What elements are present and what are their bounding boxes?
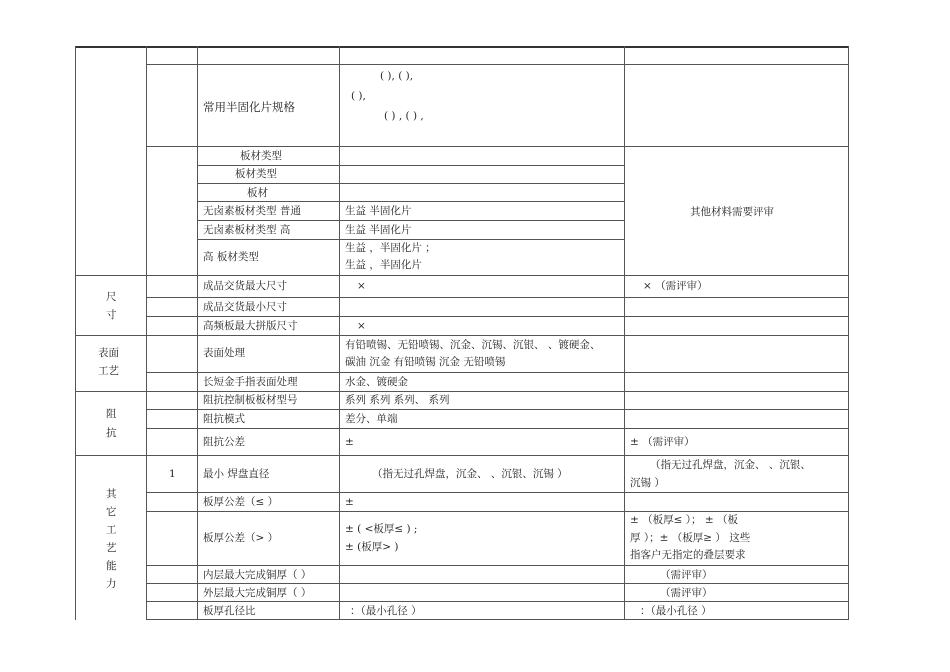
row-divider bbox=[75, 455, 849, 456]
row-divider bbox=[75, 391, 849, 392]
halogen-normal-value: 生益 半固化片 bbox=[345, 205, 412, 217]
hf-panel-label: 高频板最大拼版尺寸 bbox=[203, 320, 298, 332]
row-number: 1 bbox=[169, 468, 176, 480]
row-divider bbox=[146, 409, 849, 410]
surface-value-line2: 碳油 沉金 有铅喷锡 沉金 无铅喷锡 bbox=[345, 356, 506, 368]
halogen-high-label: 无卤素板材类型 高 bbox=[203, 224, 291, 236]
halogen-high-value: 生益 半固化片 bbox=[345, 224, 412, 236]
thickness-tolerance-gt-note-line3: 指客户无指定的叠层要求 bbox=[630, 549, 746, 561]
row-divider bbox=[197, 165, 624, 166]
prepreg-value-line2: ( ), bbox=[351, 90, 366, 102]
row-divider bbox=[146, 565, 849, 566]
thickness-tolerance-gt-label: 板厚公差（> ） bbox=[203, 532, 279, 544]
surface-group-label: 工艺 bbox=[98, 365, 119, 377]
impedance-mode-label: 阻抗模式 bbox=[203, 413, 245, 425]
aspect-ratio-value: ：（最小孔径 ） bbox=[350, 605, 422, 617]
prepreg-value-line1: ( ), ( ), bbox=[380, 70, 414, 82]
impedance-tolerance-label: 阻抗公差 bbox=[203, 436, 245, 448]
hf-panel-value: × bbox=[357, 320, 366, 332]
impedance-tolerance-note: ± （需评审） bbox=[630, 436, 695, 448]
outer-copper-note: （需评审） bbox=[660, 587, 713, 599]
min-pad-note-line2: 沉锡 ） bbox=[630, 477, 665, 489]
row-divider bbox=[75, 335, 849, 336]
row-divider bbox=[146, 583, 849, 584]
min-size-label: 成品交货最小尺寸 bbox=[203, 301, 287, 313]
row-divider bbox=[197, 239, 624, 240]
row-divider bbox=[146, 601, 849, 602]
impedance-group-label: 阻 bbox=[106, 408, 117, 420]
max-size-value: × bbox=[357, 280, 366, 292]
other-group-label: 力 bbox=[106, 578, 117, 590]
min-pad-label: 最小 焊盘直径 bbox=[203, 468, 270, 480]
high-board-value-line1: 生益 ，半固化片 ； bbox=[345, 242, 436, 254]
surface-group-label: 表面 bbox=[98, 347, 119, 359]
other-group-label: 工 bbox=[106, 524, 117, 536]
high-board-label: 高 板材类型 bbox=[203, 251, 259, 263]
inner-copper-label: 内层最大完成铜厚（ ） bbox=[203, 569, 312, 581]
material-review-note: 其他材料需要评审 bbox=[690, 206, 774, 218]
thickness-tolerance-le-value: ± bbox=[345, 496, 354, 508]
board-type-label: 板材类型 bbox=[240, 150, 282, 162]
max-size-note: × （需评审） bbox=[643, 280, 708, 292]
other-group-label: 能 bbox=[106, 560, 117, 572]
row-divider bbox=[146, 511, 849, 512]
row-divider bbox=[146, 372, 849, 373]
thickness-tolerance-gt-note-line1: ± （板厚≤ ）； ± （板 bbox=[630, 514, 738, 526]
impedance-mode-value: 差分、单端 bbox=[345, 413, 398, 425]
other-group-label: 它 bbox=[106, 506, 117, 518]
surface-value-line1: 有铅喷锡、无铅喷锡、沉金、沉锡、沉银、 、镀硬金、 bbox=[345, 339, 601, 351]
impedance-material-label: 阻抗控制板板材型号 bbox=[203, 394, 298, 406]
aspect-ratio-label: 板厚孔径比 bbox=[203, 605, 256, 617]
other-group-label: 艺 bbox=[106, 542, 117, 554]
aspect-ratio-note: ：（最小孔径 ） bbox=[640, 605, 712, 617]
impedance-material-value: 系列 系列 系列、 系列 bbox=[345, 394, 450, 406]
surface-label: 表面处理 bbox=[203, 347, 245, 359]
halogen-normal-label: 无卤素板材类型 普通 bbox=[203, 205, 301, 217]
row-divider bbox=[197, 201, 624, 202]
other-group-label: 其 bbox=[106, 488, 117, 500]
prepreg-value-line3: ( ) , ( ) , bbox=[384, 110, 424, 122]
impedance-tolerance-value: ± bbox=[345, 436, 354, 448]
row-divider bbox=[146, 492, 849, 493]
table-top-border bbox=[75, 46, 849, 48]
col-divider bbox=[146, 46, 147, 620]
row-divider bbox=[146, 64, 849, 65]
board-label: 板材 bbox=[247, 187, 268, 199]
max-size-label: 成品交货最大尺寸 bbox=[203, 280, 287, 292]
board-type-label: 板材类型 bbox=[235, 168, 277, 180]
min-pad-value: （指无过孔焊盘，沉金、 、沉银、沉锡 ） bbox=[372, 468, 568, 480]
thickness-tolerance-gt-note-line2: 厚 ）；± （板厚≥ ） 这些 bbox=[630, 532, 751, 544]
row-divider bbox=[146, 297, 849, 298]
thickness-tolerance-le-label: 板厚公差（≤ ） bbox=[203, 496, 279, 508]
size-group-label: 尺 bbox=[106, 291, 117, 303]
table-left-border bbox=[75, 46, 76, 620]
col-divider bbox=[197, 46, 198, 620]
gold-finger-value: 水金、镀硬金 bbox=[345, 376, 408, 388]
col-divider bbox=[339, 46, 340, 620]
row-divider bbox=[75, 275, 849, 276]
col-divider bbox=[624, 46, 625, 620]
thickness-tolerance-gt-value-line1: ± ( <板厚≤ ) ; bbox=[345, 523, 418, 535]
inner-copper-note: （需评审） bbox=[660, 569, 713, 581]
impedance-group-label: 抗 bbox=[106, 427, 117, 439]
row-divider bbox=[146, 146, 849, 147]
gold-finger-label: 长短金手指表面处理 bbox=[203, 376, 298, 388]
table-bottom-border bbox=[146, 619, 849, 620]
row-divider bbox=[146, 428, 849, 429]
thickness-tolerance-gt-value-line2: ± (板厚> ) bbox=[345, 541, 399, 553]
row-divider bbox=[197, 183, 624, 184]
size-group-label: 寸 bbox=[106, 309, 117, 321]
high-board-value-line2: 生益 ，半固化片 bbox=[345, 259, 422, 271]
row-divider bbox=[197, 220, 624, 221]
table-right-border bbox=[848, 46, 849, 620]
min-pad-note-line1: （指无过孔焊盘，沉金、 、沉银、 bbox=[650, 459, 811, 471]
prepreg-label: 常用半固化片规格 bbox=[203, 100, 295, 114]
row-divider bbox=[146, 316, 849, 317]
outer-copper-label: 外层最大完成铜厚（ ） bbox=[203, 587, 312, 599]
